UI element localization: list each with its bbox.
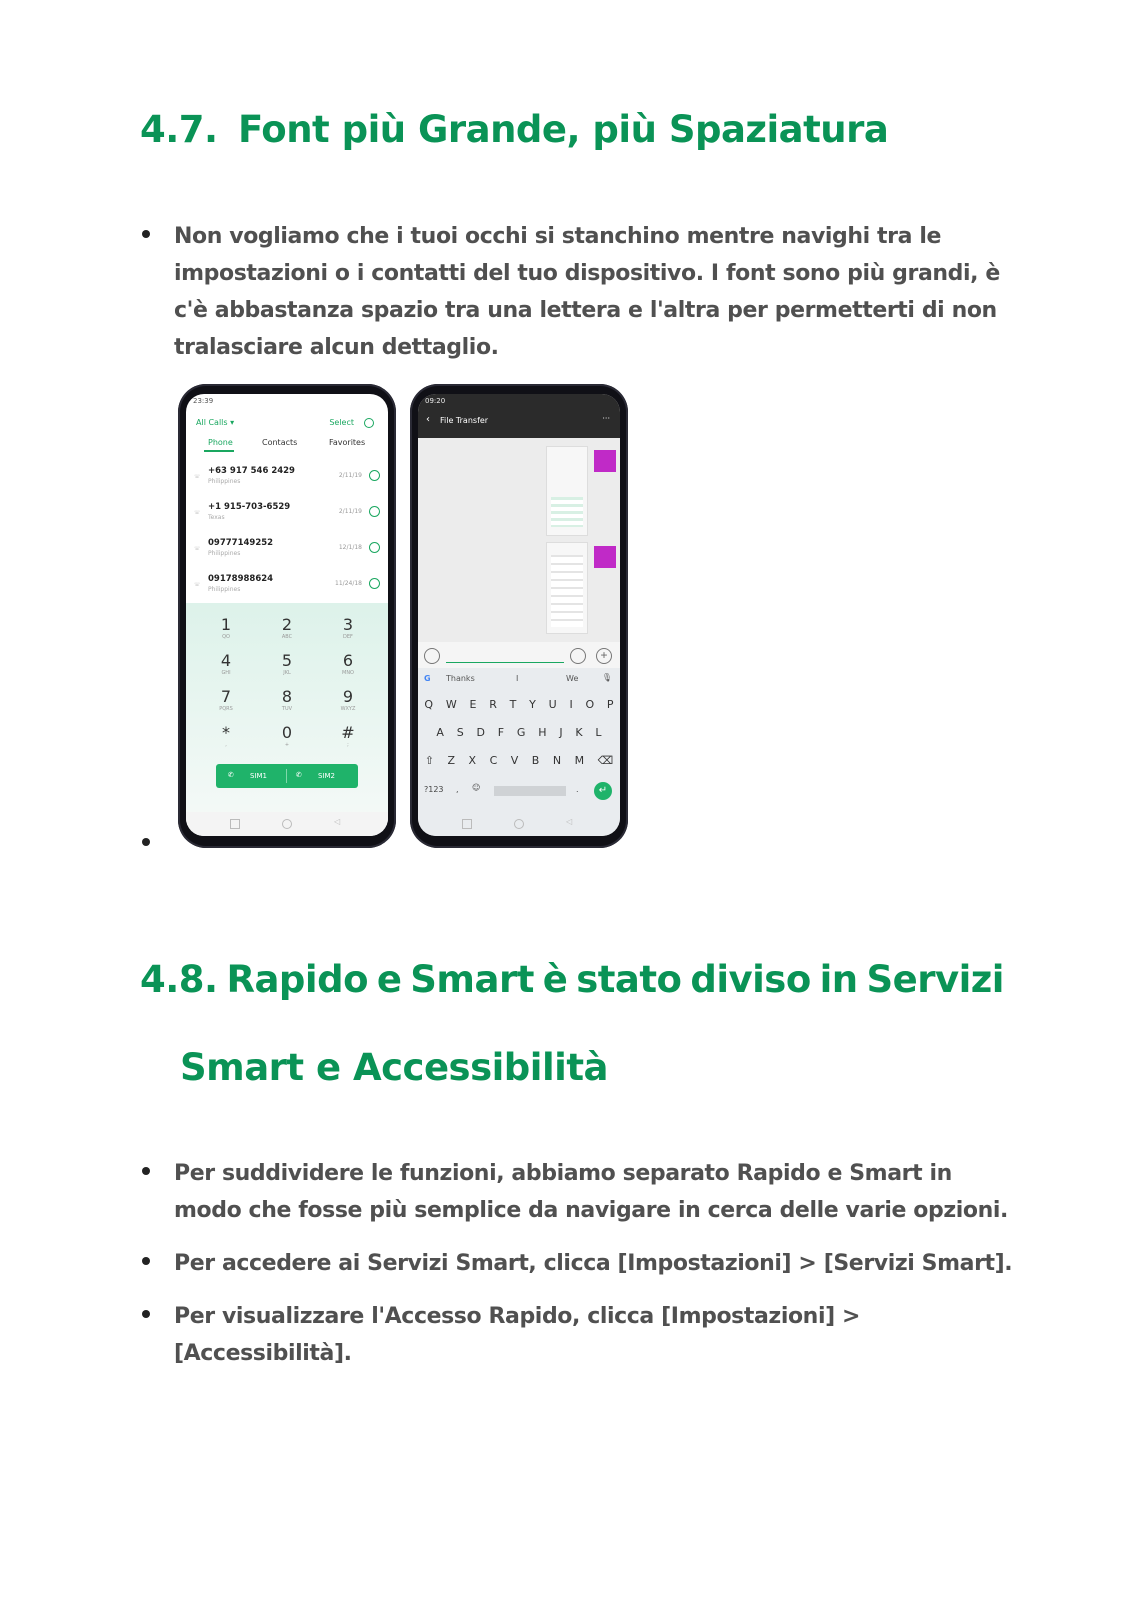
- heading-word: in: [819, 958, 858, 1001]
- call-row[interactable]: ☏ +1 915-703-6529 Texas 2/11/19: [186, 496, 388, 532]
- key[interactable]: R: [489, 698, 497, 711]
- call-date: 12/1/18: [338, 544, 362, 551]
- dial-key[interactable]: 9 WXYZ: [340, 687, 356, 712]
- key[interactable]: B: [531, 754, 540, 767]
- call-date: 11/24/18: [335, 580, 362, 587]
- bullet-item: Per accedere ai Servizi Smart, clicca [Impostazioni] > [Servizi Smart].: [140, 1245, 1020, 1282]
- tab-indicator: [204, 450, 234, 452]
- dial-key[interactable]: 2 ABC: [281, 615, 293, 640]
- back-nav-icon[interactable]: ◁: [334, 817, 341, 826]
- nav-bar: [418, 812, 620, 836]
- backspace-icon[interactable]: ⌫: [597, 754, 614, 767]
- dial-key[interactable]: 7 PQRS: [219, 687, 233, 712]
- key[interactable]: Q: [424, 698, 434, 711]
- key[interactable]: U: [548, 698, 557, 711]
- dial-key[interactable]: 0 +: [281, 723, 293, 748]
- key[interactable]: H: [538, 726, 547, 739]
- dial-key[interactable]: 8 TUV: [281, 687, 293, 712]
- emoji-key-icon[interactable]: ☺: [472, 783, 481, 792]
- nav-bar: [186, 812, 388, 836]
- keyboard: [418, 668, 620, 812]
- all-calls-dropdown[interactable]: All Calls ▾: [196, 418, 235, 427]
- call-number: +63 917 546 2429: [208, 466, 295, 476]
- call-number: 09777149252: [208, 538, 274, 548]
- key[interactable]: X: [468, 754, 477, 767]
- comma-key[interactable]: ,: [456, 785, 459, 794]
- recents-nav-icon[interactable]: [230, 819, 240, 829]
- keyboard-row: [418, 726, 620, 739]
- key[interactable]: V: [510, 754, 519, 767]
- bullet-item: Per suddividere le funzioni, abbiamo separato Rapido e Smart in modo che fosse più semplice da navigare in cerca delle varie opzioni.: [140, 1155, 1020, 1229]
- phone-dialer-screenshot: [178, 384, 396, 848]
- heading-word: Smart: [410, 958, 534, 1001]
- microphone-icon[interactable]: 🎙: [601, 673, 612, 682]
- key[interactable]: A: [436, 726, 444, 739]
- key[interactable]: S: [456, 726, 464, 739]
- heading-word: e: [376, 958, 402, 1001]
- info-icon[interactable]: [369, 506, 380, 517]
- bullet-item: Per visualizzare l'Accesso Rapido, clicca [Impostazioni] > [Accessibilità].: [140, 1298, 1020, 1372]
- dial-key[interactable]: # ;: [341, 723, 355, 748]
- key[interactable]: J: [559, 726, 563, 739]
- heading-word: stato: [576, 958, 682, 1001]
- dial-pad: [186, 603, 388, 836]
- home-nav-icon[interactable]: [514, 819, 524, 829]
- key[interactable]: L: [595, 726, 602, 739]
- dial-key[interactable]: 5 JKL: [281, 651, 293, 676]
- phone-chat-screenshot: [410, 384, 628, 848]
- image-bullet: [142, 838, 150, 846]
- key[interactable]: W: [445, 698, 457, 711]
- section-4-8-bullets: [140, 1155, 1020, 1388]
- select-link[interactable]: Select: [329, 418, 354, 427]
- dial-key[interactable]: 4 GHI: [220, 651, 232, 676]
- heading-word: diviso: [690, 958, 811, 1001]
- info-icon[interactable]: [369, 542, 380, 553]
- call-location: Philippines: [208, 586, 241, 593]
- suggestion[interactable]: We: [566, 674, 579, 683]
- section-number: 4.7.: [140, 108, 218, 151]
- sim1-label: SIM1: [250, 772, 268, 780]
- avatar: [594, 450, 616, 472]
- key[interactable]: Y: [529, 698, 536, 711]
- sim-call-button[interactable]: [216, 764, 358, 788]
- dial-key[interactable]: 6 MNO: [342, 651, 354, 676]
- keyboard-bottom-row: [418, 780, 620, 802]
- bullet-item: Non vogliamo che i tuoi occhi si stanchino mentre navighi tra le impostazioni o i contatti del tuo dispositivo. I font sono più grandi, è c'è abbastanza spazio tra una lettera e l'altra per permetterti di non tralasciare alcun dettaglio.: [140, 218, 1020, 366]
- status-time: 09:20: [425, 397, 446, 405]
- home-nav-icon[interactable]: [282, 819, 292, 829]
- key[interactable]: I: [569, 698, 573, 711]
- voice-icon[interactable]: [424, 648, 440, 664]
- suggestion[interactable]: Thanks: [446, 674, 475, 683]
- key[interactable]: D: [476, 726, 485, 739]
- call-row[interactable]: ☏ 09777149252 Philippines 12/1/18: [186, 532, 388, 568]
- key[interactable]: K: [575, 726, 583, 739]
- image-message[interactable]: [546, 542, 588, 634]
- phone-icon: ✆: [228, 771, 234, 779]
- section-number: 4.8.: [140, 958, 218, 1001]
- info-icon[interactable]: [369, 578, 380, 589]
- key[interactable]: G: [516, 726, 526, 739]
- dial-key[interactable]: 3 DEF: [342, 615, 354, 640]
- sim2-label: SIM2: [318, 772, 336, 780]
- heading-word: Servizi: [866, 958, 1004, 1001]
- call-date: 2/11/19: [338, 472, 362, 479]
- tab-contacts[interactable]: Contacts: [262, 438, 298, 447]
- status-bar: [186, 394, 388, 410]
- back-icon[interactable]: ‹: [426, 414, 430, 425]
- key[interactable]: T: [509, 698, 517, 711]
- call-row[interactable]: ☏ 09178988624 Philippines 11/24/18: [186, 568, 388, 604]
- tab-favorites[interactable]: Favorites: [329, 438, 366, 447]
- info-icon[interactable]: [369, 470, 380, 481]
- avatar: [594, 546, 616, 568]
- emoji-icon[interactable]: [570, 648, 586, 664]
- key[interactable]: M: [574, 754, 585, 767]
- call-location: Philippines: [208, 550, 241, 557]
- section-4-8-heading-line2: Smart e Accessibilità: [180, 1046, 608, 1089]
- recents-nav-icon[interactable]: [462, 819, 472, 829]
- call-number: +1 915-703-6529: [208, 502, 291, 512]
- enter-icon[interactable]: ↵: [594, 782, 612, 800]
- tab-phone[interactable]: Phone: [208, 438, 233, 447]
- phone-icon: ✆: [296, 771, 302, 779]
- section-4-8-heading-line1: [140, 958, 1004, 1001]
- period-key[interactable]: .: [576, 785, 579, 794]
- key[interactable]: C: [489, 754, 498, 767]
- section-title: Font più Grande, più Spaziatura: [238, 108, 889, 151]
- keyboard-row: [418, 698, 620, 711]
- message-input[interactable]: [446, 662, 564, 663]
- heading-word: è: [542, 958, 568, 1001]
- add-icon[interactable]: +: [596, 648, 612, 664]
- chat-title: File Transfer: [440, 416, 489, 425]
- call-number: 09178988624: [208, 574, 274, 584]
- more-icon[interactable]: ···: [602, 414, 610, 423]
- shift-icon[interactable]: ⇧: [424, 754, 434, 767]
- call-location: Philippines: [208, 478, 241, 485]
- status-bar: [418, 394, 620, 410]
- call-location: Texas: [208, 514, 225, 521]
- key[interactable]: E: [469, 698, 477, 711]
- space-key[interactable]: [494, 786, 566, 796]
- status-time: 23:39: [193, 397, 214, 405]
- key[interactable]: F: [497, 726, 505, 739]
- settings-icon[interactable]: [364, 418, 374, 428]
- google-icon: G: [424, 674, 431, 683]
- symbols-key[interactable]: ?123: [424, 785, 444, 794]
- dial-key[interactable]: 1 QO: [220, 615, 232, 640]
- key[interactable]: Z: [447, 754, 456, 767]
- key[interactable]: O: [585, 698, 595, 711]
- heading-word: Rapido: [226, 958, 368, 1001]
- suggestion[interactable]: I: [516, 674, 519, 683]
- image-message[interactable]: [546, 446, 588, 536]
- dial-key[interactable]: * ,: [222, 723, 230, 748]
- back-nav-icon[interactable]: ◁: [566, 817, 573, 826]
- call-row[interactable]: ☏ +63 917 546 2429 Philippines 2/11/19: [186, 460, 388, 496]
- section-4-7-bullets: [140, 218, 1020, 366]
- key[interactable]: P: [606, 698, 614, 711]
- key[interactable]: N: [552, 754, 562, 767]
- call-date: 2/11/19: [338, 508, 362, 515]
- keyboard-row: [418, 754, 620, 767]
- input-bar: [418, 642, 620, 668]
